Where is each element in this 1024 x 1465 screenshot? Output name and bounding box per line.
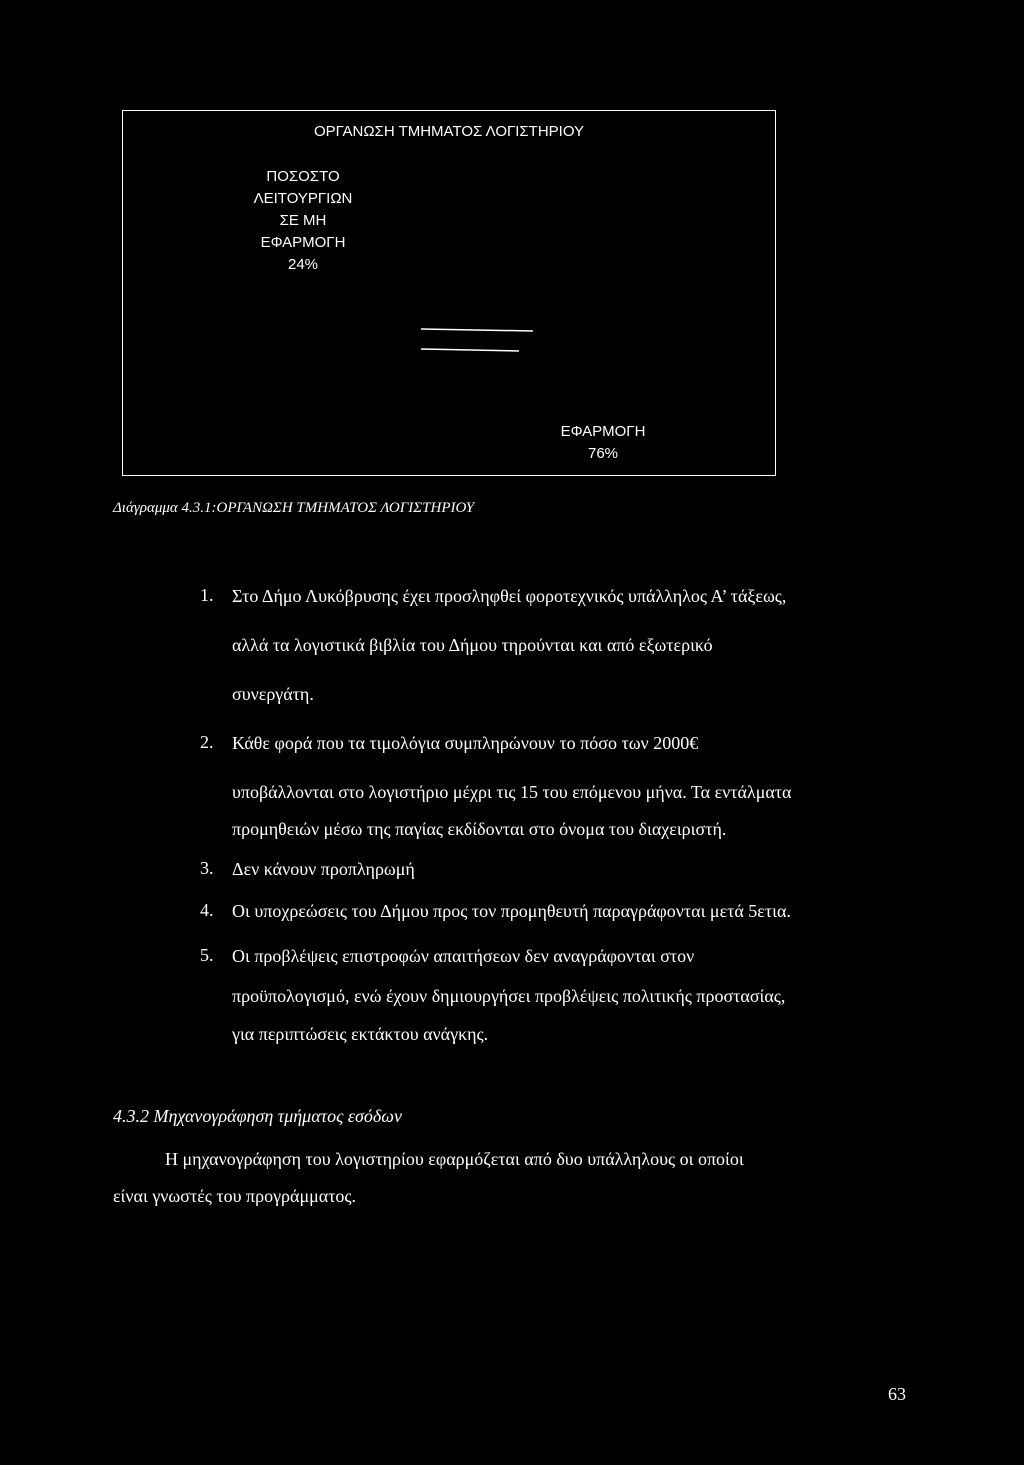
slice-label-line: ΣΕ ΜΗ: [279, 212, 327, 229]
section-heading: 4.3.2 Μηχανογράφηση τμήματος εσόδων: [113, 1106, 402, 1126]
list-number: 5.: [200, 945, 214, 965]
list-item-line: Οι προβλέψεις επιστροφών απαιτήσεων δεν αναγράφονται στον: [232, 946, 695, 966]
list-item-line: για περιπτώσεις εκτάκτου ανάγκης.: [232, 1024, 489, 1044]
list-number: 2.: [200, 732, 214, 752]
list-item-line: προϋπολογισμό, ενώ έχουν δημιουργήσει προβλέψεις πολιτικής προστασίας,: [232, 986, 786, 1006]
list-number: 3.: [200, 858, 214, 878]
list-item-line: συνεργάτη.: [232, 684, 314, 704]
list-item-line: προμηθειών μέσω της παγίας εκδίδονται στο όνομα του διαχειριστή.: [232, 819, 727, 839]
list-number: 4.: [200, 900, 214, 920]
slice-label-percent: 76%: [587, 445, 619, 462]
slice-label-line: ΠΟΣΟΣΤΟ: [266, 168, 340, 185]
chart-title: ΟΡΓΑΝΩΣΗ ΤΜΗΜΑΤΟΣ ΛΟΓΙΣΤΗΡΙΟΥ: [313, 123, 585, 140]
figure-caption: Διάγραμμα 4.3.1:ΟΡΓΑΝΩΣΗ ΤΜΗΜΑΤΟΣ ΛΟΓΙΣΤΗΡΙΟΥ: [113, 500, 475, 516]
slice-label-percent: 24%: [287, 256, 319, 273]
list-item-line: αλλά τα λογιστικά βιβλία του Δήμου τηρούνται και από εξωτερικό: [232, 635, 713, 655]
page-number: 63: [888, 1384, 906, 1404]
slice-label-not-applied: [203, 166, 403, 276]
list-item-line: Οι υποχρεώσεις του Δήμου προς τον προμηθευτή παραγράφονται μετά 5ετια.: [232, 901, 791, 921]
slice-label-line: ΛΕΙΤΟΥΡΓΙΩΝ: [253, 190, 353, 207]
slice-label-line: ΕΦΑΡΜΟΓΗ: [560, 423, 646, 440]
list-item-line: υποβάλλονται στο λογιστήριο μέχρι τις 15 του επόμενου μήνα. Τα εντάλματα: [232, 782, 792, 802]
list-item-line: Στο Δήμο Λυκόβρυσης έχει προσληφθεί φοροτεχνικός υπάλληλος Α’ τάξεως,: [232, 586, 787, 606]
leader-line-upper: [421, 329, 533, 331]
section-paragraph-line: είναι γνωστές του προγράμματος.: [113, 1186, 357, 1206]
list-number: 1.: [200, 585, 214, 605]
list-item-line: Δεν κάνουν προπληρωμή: [232, 859, 415, 879]
slice-label-line: ΕΦΑΡΜΟΓΗ: [260, 234, 346, 251]
slice-label-applied: [503, 421, 703, 465]
pie-chart: [122, 110, 776, 476]
list-item-line: Κάθε φορά που τα τιμολόγια συμπληρώνουν το πόσο των 2000€: [232, 733, 699, 753]
leader-line-lower: [421, 349, 519, 351]
section-paragraph-line: Η μηχανογράφηση του λογιστηρίου εφαρμόζεται από δυο υπάλληλους οι οποίοι: [165, 1149, 744, 1169]
